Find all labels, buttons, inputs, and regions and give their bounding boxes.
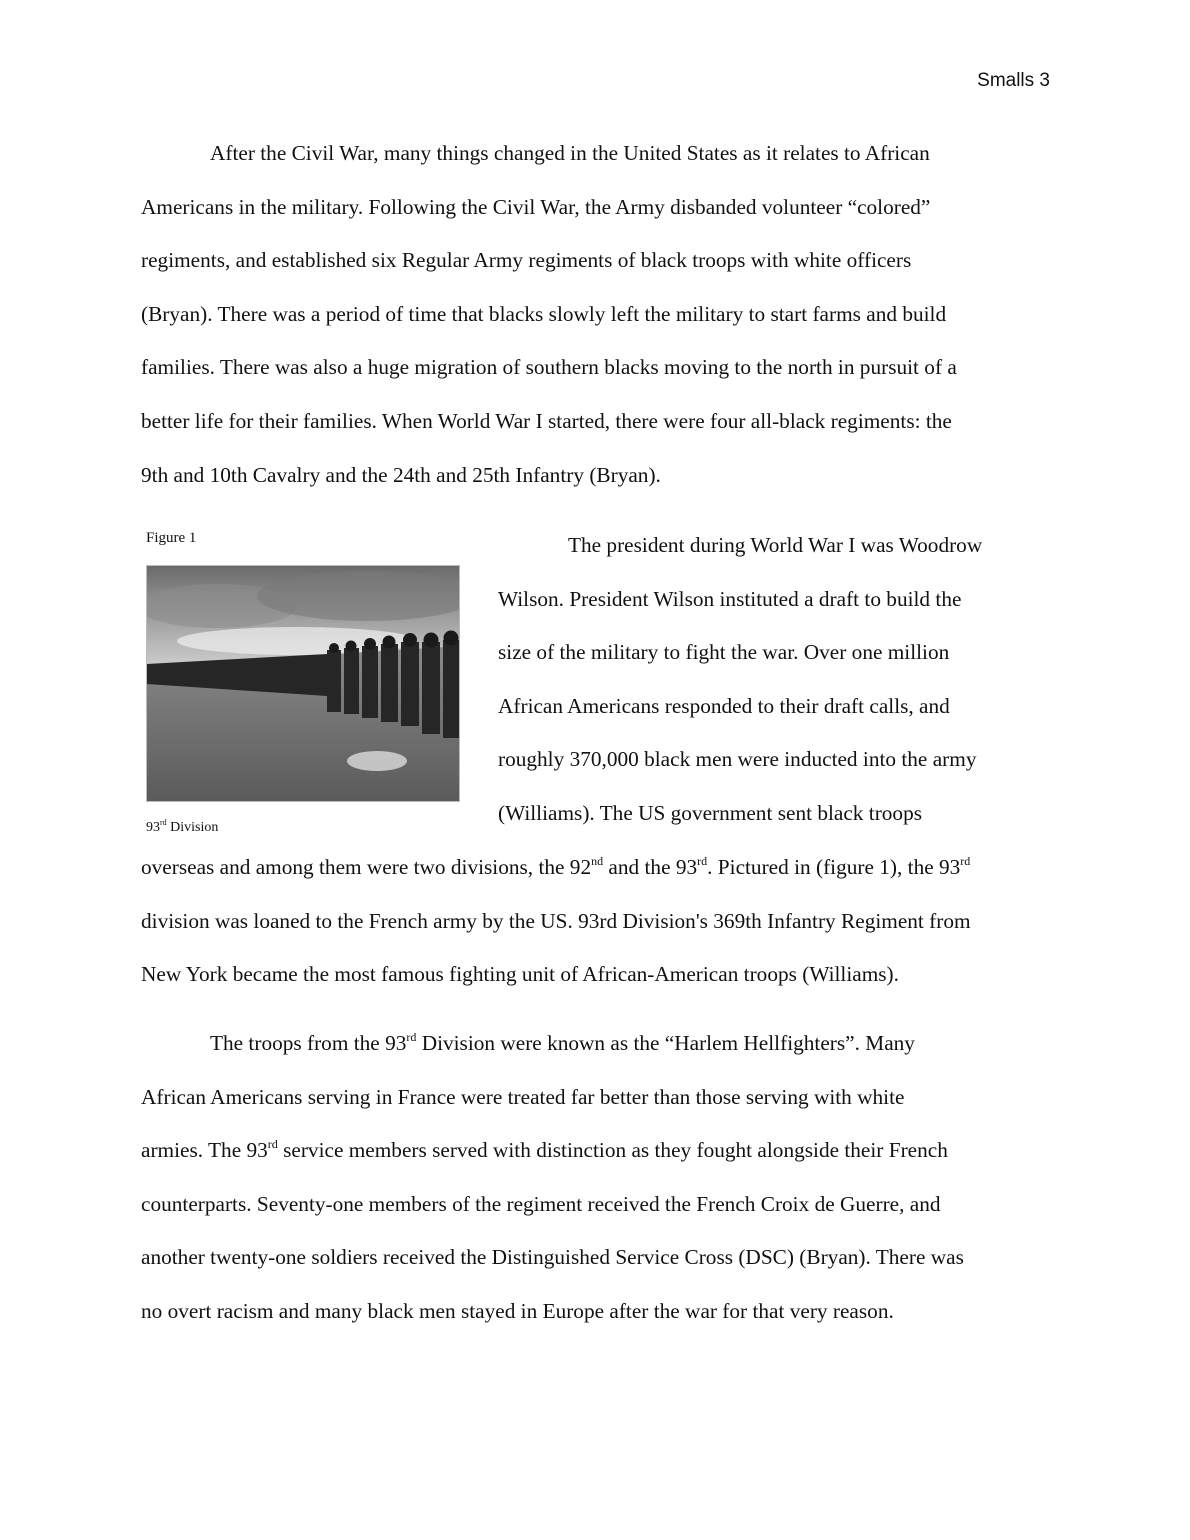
text-line: size of the military to fight the war. Over one million xyxy=(498,640,950,665)
text-line: African Americans responded to their draft calls, and xyxy=(498,693,950,718)
text-run: . Pictured in (figure 1), the 93 xyxy=(707,855,961,879)
text-line: After the Civil War, many things changed in the United States as it relates to African xyxy=(210,141,930,165)
text-line: (Bryan). There was a period of time that blacks slowly left the military to start farms and build xyxy=(141,301,947,326)
caption-superscript: rd xyxy=(160,818,167,827)
text-line xyxy=(141,841,971,895)
text-line: another twenty-one soldiers received the Distinguished Service Cross (DSC) (Bryan). There was xyxy=(141,1245,964,1270)
text-line: no overt racism and many black men stayed in Europe after the war for that very reason. xyxy=(141,1298,894,1323)
paragraph-3 xyxy=(141,1017,964,1339)
text-line: New York became the most famous fighting unit of African-American troops (Williams). xyxy=(141,962,899,987)
text-run: The troops from the 93 xyxy=(210,1031,407,1055)
superscript: nd xyxy=(591,854,604,868)
paragraph-2-wrapped xyxy=(498,519,982,841)
figure-caption xyxy=(146,820,218,836)
text-line: division was loaned to the French army by the US. 93rd Division's 369th Infantry Regiment from xyxy=(141,908,971,933)
figure-label: Figure 1 xyxy=(146,530,197,546)
text-line: better life for their families. When World War I started, there were four all-black regiments: the xyxy=(141,408,952,433)
superscript: rd xyxy=(960,854,971,868)
text-run: armies. The 93 xyxy=(141,1138,268,1163)
text-run: service members served with distinction as they fought alongside their French xyxy=(277,1138,948,1163)
text-line: Americans in the military. Following the Civil War, the Army disbanded volunteer “colored” xyxy=(141,194,931,219)
text-run: Division were known as the “Harlem Hellfighters”. Many xyxy=(416,1031,915,1055)
text-line xyxy=(141,1124,964,1178)
text-run: overseas and among them were two divisions, the 92 xyxy=(141,855,592,879)
superscript: rd xyxy=(267,1137,278,1152)
text-line: 9th and 10th Cavalry and the 24th and 25th Infantry (Bryan). xyxy=(141,462,661,487)
text-line: families. There was also a huge migration of southern blacks moving to the north in pursuit of a xyxy=(141,355,957,380)
caption-text: Division xyxy=(166,820,219,835)
text-run: and the 93 xyxy=(603,855,698,879)
text-line: counterparts. Seventy-one members of the regiment received the French Croix de Guerre, and xyxy=(141,1191,941,1216)
text-line: The president during World War I was Woodrow xyxy=(568,533,983,557)
caption-number: 93 xyxy=(146,820,160,835)
text-line: roughly 370,000 black men were inducted into the army xyxy=(498,747,977,772)
paragraph-1 xyxy=(141,127,957,502)
text-line: African Americans serving in France were treated far better than those serving with white xyxy=(141,1084,905,1109)
text-line: regiments, and established six Regular Army regiments of black troops with white officers xyxy=(141,248,912,273)
text-line: (Williams). The US government sent black troops xyxy=(498,800,923,825)
superscript: rd xyxy=(697,854,708,868)
figure-photo xyxy=(146,565,460,802)
text-line: Wilson. President Wilson instituted a draft to build the xyxy=(498,586,962,611)
text-line xyxy=(141,1017,964,1071)
soldiers-photo-image xyxy=(147,566,460,802)
running-head: Smalls 3 xyxy=(977,70,1050,91)
superscript: rd xyxy=(406,1030,417,1044)
paragraph-2-full xyxy=(141,841,971,1002)
